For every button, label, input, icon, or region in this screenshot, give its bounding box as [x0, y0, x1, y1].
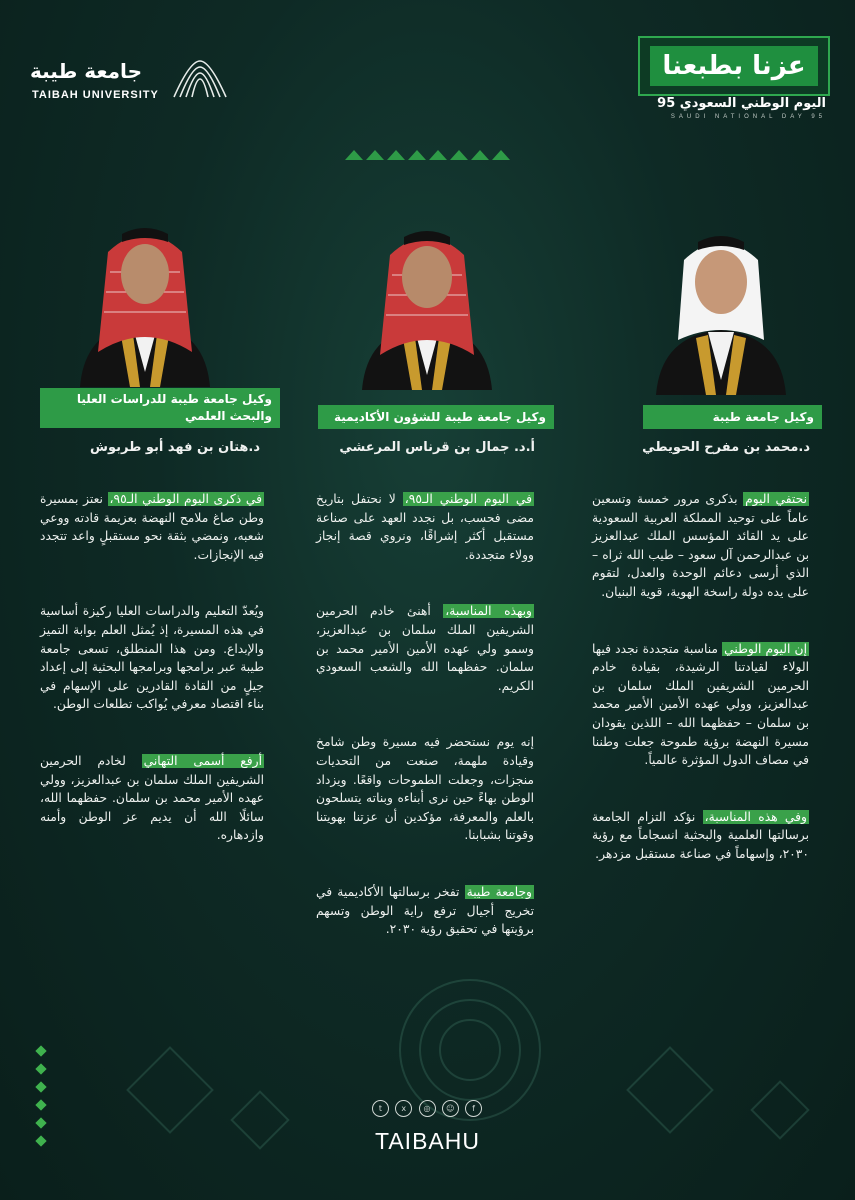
text-column-left: [40, 490, 264, 883]
official-2-name: أ.د. جمال بن قرناس المرعشي: [339, 440, 535, 455]
paragraph: وفي هذه المناسبة، نؤكد التزام الجامعة برسالتها العلمية والبحثية انسجاماً مع رؤية ٢٠٣٠، وإسهاماً في صناعة مستقبل مزدهر.: [592, 809, 809, 861]
official-3-name: د.هتان بن فهد أبو طربوش: [90, 440, 260, 455]
university-logo: [30, 55, 210, 105]
highlight: نحتفي اليوم: [745, 492, 807, 506]
social-icons: [372, 1100, 482, 1120]
text-column-middle: [316, 490, 534, 977]
paragraph: نحتفي اليوم بذكرى مرور خمسة وتسعين عاماً على توحيد المملكة العربية السعودية على يد القائد المؤسس الملك عبدالعزيز بن عبدالرحمن آل سعود – طيب الله ثراه – الذي أرسى دعائم الوحدة والعدل، لتقوم على يده دولة راسخة الهوية، قوية البنيان.: [592, 492, 809, 599]
highlight: وفي هذه المناسبة،: [704, 809, 807, 824]
official-1-title: وكيل جامعة طيبة: [643, 405, 822, 429]
national-day-title: عزنا بطبعنا: [650, 46, 818, 86]
highlight: في ذكرى اليوم الوطني الـ٩٥،: [109, 492, 262, 506]
official-3-title: [40, 388, 280, 428]
official-1-name: د.محمد بن مفرح الحويطي: [642, 440, 810, 455]
paragraph: في ذكرى اليوم الوطني الـ٩٥، نعتز بمسيرة وطن صاغ ملامح النهضة بعزيمة قادته ووعي شعبه، ونمضي بثقة نحو مستقبلٍ واعد تتجدد فيه الإنجازات.: [40, 492, 264, 562]
paragraph: إن اليوم الوطني مناسبة متجددة نجدد فيها الولاء لقيادتنا الرشيدة، بقيادة خادم الحرمين الشريفين الملك سلمان بن عبدالعزيز، وولي عهده الأمين الأمير محمد بن سلمان – حفظهما الله – اللذين يقودان مسيرة النهضة برؤية طموحة جعلت وطننا في مصاف الدول المؤثرة عالمياً.: [592, 641, 809, 768]
x-icon[interactable]: x: [395, 1100, 412, 1117]
paragraph: وبهذه المناسبة، أهنئ خادم الحرمين الشريفين الملك سلمان بن عبدالعزيز، وسمو ولي عهده الأمين الأمير محمد بن سلمان. حفظهما الله والشعب السعودي الكريم.: [316, 604, 534, 693]
official-3-title-line2: والبحث العلمي: [185, 409, 272, 423]
official-3-title-line1: وكيل جامعة طيبة للدراسات العليا: [76, 392, 272, 406]
paragraph: في اليوم الوطني الـ٩٥، لا نحتفل بتاريخ مضى فحسب، بل نجدد العهد على صناعة مستقبل أكثر إشراقًا، ونروي قصة إنجاز وولاء متجددة.: [316, 492, 534, 562]
portrait-official-2: [352, 215, 502, 390]
twitter-icon[interactable]: t: [372, 1100, 389, 1117]
instagram-icon[interactable]: ◎: [419, 1100, 436, 1117]
facebook-icon[interactable]: f: [465, 1100, 482, 1117]
paragraph: وجامعة طيبة تفخر برسالتها الأكاديمية في تخريج أجيال ترفع راية الوطن وتسهم برؤيتها في تحقيق رؤية ٢٠٣٠.: [316, 884, 534, 937]
highlight: في اليوم الوطني الـ٩٥،: [404, 492, 532, 506]
official-2-title: وكيل جامعة طيبة للشؤون الأكاديمية: [318, 405, 554, 429]
university-name-en: TAIBAH UNIVERSITY: [32, 89, 159, 101]
highlight: أرفع أسمى التهاني: [143, 753, 262, 768]
triangle-ornament-icon: [345, 148, 511, 162]
diamond-dots-icon: [34, 1045, 48, 1155]
highlight: وبهذه المناسبة،: [445, 604, 532, 619]
national-day-logo: [638, 36, 828, 122]
text-column-right: [592, 490, 809, 902]
paragraph: ويُعدّ التعليم والدراسات العليا ركيزة أساسية في هذه المسيرة، إذ يُمثل العلم بوابة التميز والإبداع. ومن هذا المنطلق، تسعى جامعة طيبة عبر برامجها وبرامجها البحثية إلى إعداد جيلٍ من القادة القادرين على الإسهام في بناء اقتصاد معرفي يُواكب تطلعات الوطن.: [40, 604, 264, 712]
university-name-ar: جامعة طيبة: [30, 59, 142, 83]
snapchat-icon[interactable]: ☺: [442, 1100, 459, 1117]
portrait-official-3: [70, 212, 220, 387]
background-pattern: [0, 940, 855, 1200]
national-day-english: SAUDI NATIONAL DAY 95: [670, 114, 826, 120]
national-day-badge: [638, 36, 830, 96]
social-handle[interactable]: TAIBAHU: [375, 1128, 480, 1154]
paragraph: إنه يوم نستحضر فيه مسيرة وطن شامخ وقيادة ملهمة، صنعت من التحديات منجزات، وجعلت الطموحات واقعًا. ويزداد الوطن بهاءً حين نرى أبناءه وبناته يتسلحون بالعلم والمعرفة، مؤكدين أن عزتنا بهويتنا وقوتنا بشبابنا.: [316, 735, 534, 843]
national-day-subtitle: اليوم الوطني السعودي 95: [657, 96, 826, 111]
university-emblem-icon: [170, 57, 230, 103]
portrait-official-1: [646, 220, 796, 395]
highlight: وجامعة طيبة: [466, 884, 532, 899]
highlight: إن اليوم الوطني: [724, 641, 807, 656]
paragraph: أرفع أسمى التهاني لخادم الحرمين الشريفين الملك سلمان بن عبدالعزيز، وولي عهده الأمير محمد بن سلمان. حفظهما الله، سائلًا الله أن يديم عز الوطن وأمنه وازدهاره.: [40, 753, 264, 843]
